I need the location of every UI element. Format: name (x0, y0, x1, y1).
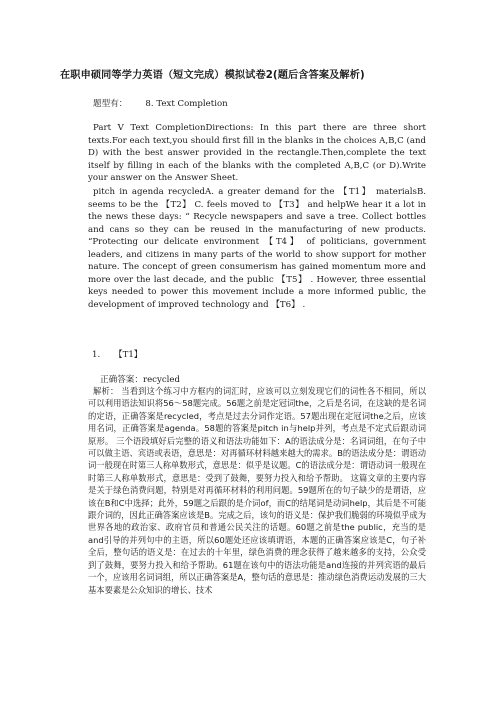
correct-answer: 正确答案：recycled (100, 375, 180, 385)
document-title: 在职申硕同等学力英语（短文完成）模拟试卷2(题后含答案及解析) (60, 70, 365, 81)
question-number: 1. (92, 350, 101, 360)
question-label: 【T1】 (114, 350, 143, 360)
question-type-label: 题型有： (93, 99, 128, 109)
question-type-value: 8. Text Completion (145, 99, 228, 109)
passage-paragraph: pitch in agenda recycledA. a greater demand for the 【T1】 materialsB. seems to be the 【T2】 C. feels moved to 【T3】 and helpWe hear it a lot in the news these days: “ Recycle newspapers and save a tree. Collect bottles and cans so they can be reused in the manufacturing of new products. “Protecting our delicate environment 【T4】 of politicians, government leaders, and citizens in many parts of the world to show support for mother nature. The concept of green consumerism has gained momentum more and more over the last decade, and the public 【T5】 . However, three essential keys needed to power this movement include a more informed public, the development of improved technology and 【T6】 . (88, 187, 426, 310)
question-type-line (93, 97, 228, 109)
directions-paragraph: Part V Text CompletionDirections: In this part there are three short texts.For each text,you should first fill in the blanks in the choices A,B,C (and D) with the best answer provided in the rectangle.Then,complete the text itself by filling in each of the blanks with the completed A,B,C (or D).Write your answer on the Answer Sheet. (88, 123, 426, 183)
explanation-paragraph: 解析： 当看到这个练习中方框内的词汇时，应该可以立刻发现它们的词性各不相同，所以可以利用语法知识将56～58题完成。56题之前是定冠词the，之后是名词，在这缺的是名词的定语，正确答案是recycled，考点是过去分词作定语。57题出现在定冠词the之后，应该用名词，正确答案是agenda。58题的答案是pitch in与help并列，考点是不定式后跟动词原形。 三个语段填好后完整的语义和语法功能如下：A的语法成分是：名词词组，在句子中可以做主语、宾语或表语，意思是：对再循环材料越来越大的需求。B的语法成分是：谓语动词一般现在时第三人称单数形式，意思是：似乎是议题。C的语法成分是：谓语动词一般现在时第三人称单数形式，意思是：受到了鼓舞，要努力投入和给予帮助。 这篇文章的主要内容是关于绿色消费问题，特别是对再循环材料的利用问题。59题所在的句子缺少的是谓语，应该在B和C中选择；此外，59题之后跟的是介词of，而C的结尾词是动词help，其后是不可能跟介词的，因此正确答案应该是B。完成之后，该句的语义是：保护我们脆弱的环境似乎成为世界各地的政治家、政府官员和普通公民关注的话题。60题之前是the public，充当的是and引导的并列句中的主语，所以60题处还应该填谓语，本题的正确答案应该是C，句子补全后，整句话的语义是：在过去的十年里，绿色消费的理念获得了越来越多的支持，公众受到了鼓舞，要努力投入和给予帮助。61题在该句中的语法功能是and连接的并列宾语的最后一个，应该用名词词组，所以正确答案是A，整句话的意思是：推动绿色消费运动发展的三大基本要素是公众知识的增长、技术 (88, 386, 426, 595)
question-heading (92, 348, 142, 360)
